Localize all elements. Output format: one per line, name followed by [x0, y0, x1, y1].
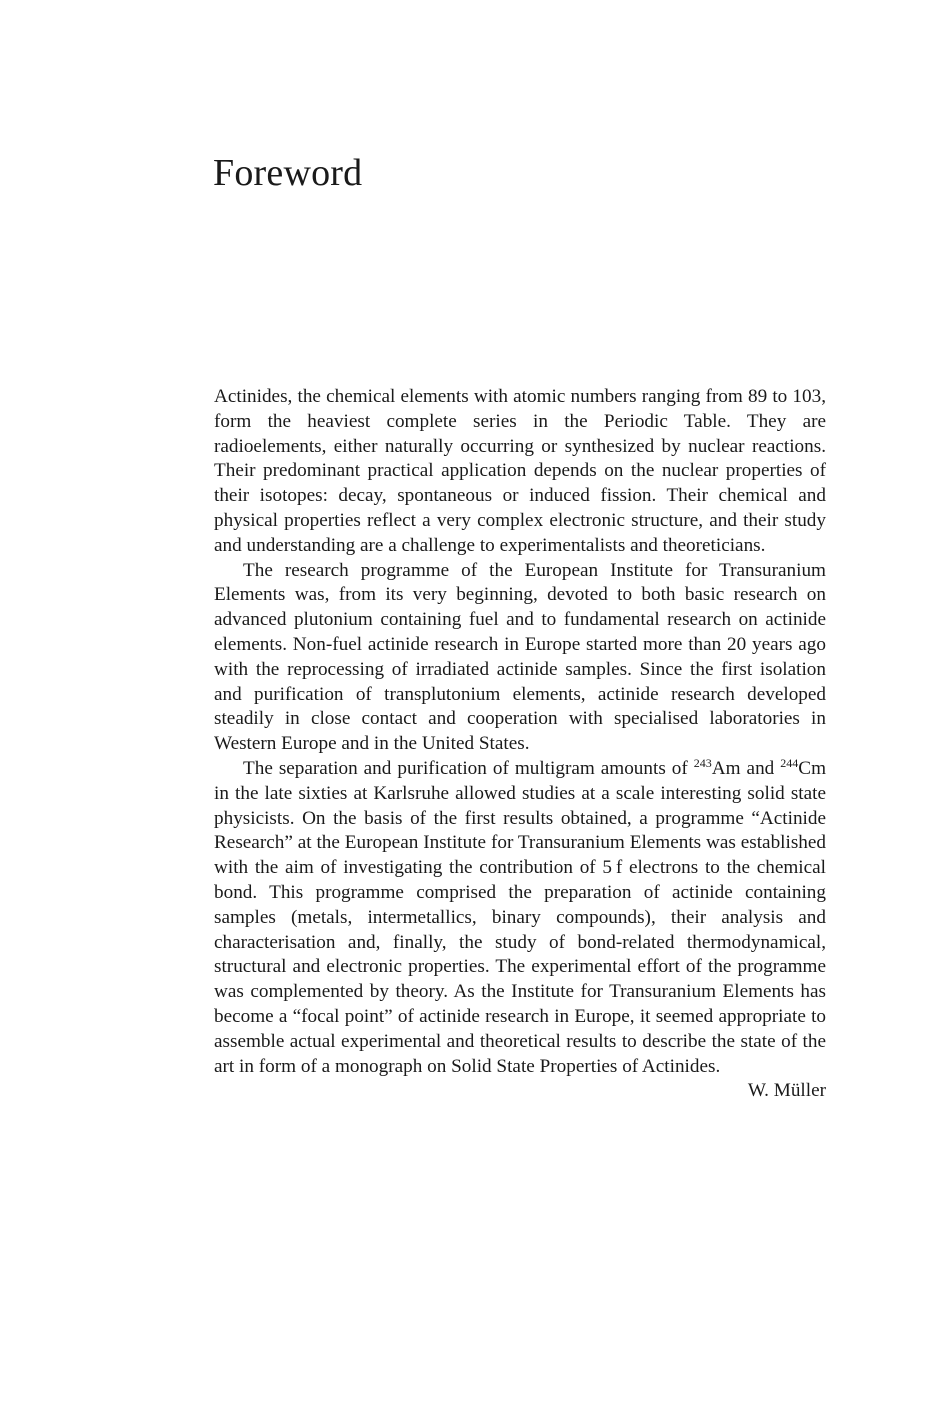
paragraph-3-part-2: Am and — [711, 757, 781, 779]
paragraph-2: The research programme of the European Institute for Transuranium Elements was, from its very beginning, devoted to both basic research on advanced plutonium containing fuel and to fundamental research on actinide elements. Non-fuel actinide research in Europe started more than 20 years ago with the reprocessing of irradiated actinide samples. Since the first isolation and purification of transplutonium elements, actinide research developed steadily in close contact and cooperation with specialised laboratories in Western Europe and in the United States. — [214, 559, 826, 755]
signature: W. Müller — [747, 1080, 826, 1102]
paragraph-3-part-1: The separation and purification of multigram amounts of — [243, 757, 694, 779]
foreword-body — [214, 385, 826, 1104]
page-title: Foreword — [213, 152, 363, 194]
isotope-mass-am: 243 — [693, 755, 712, 770]
isotope-mass-cm: 244 — [780, 755, 799, 770]
paragraph-1: Actinides, the chemical elements with atomic numbers ranging from 89 to 103, form the heaviest complete series in the Periodic Table. They are radioelements, either naturally occurring or synthesized by nuclear reactions. Their predominant practical application depends on the nuclear properties of their isotopes: decay, spontaneous or induced fission. Their chemical and physical properties reflect a very complex electronic structure, and their study and understanding are a challenge to experimentalists and theoreticians. — [214, 386, 826, 556]
paragraph-3 — [214, 757, 826, 1079]
paragraph-3-part-3: Cm in the late sixties at Karlsruhe allowed studies at a scale interesting solid state physicists. On the basis of the first results obtained, a programme “Actinide Research” at the European Institute for Transuranium Elements was established with the aim of investigating the contribution of 5 f electrons to the chemical bond. This programme comprised the preparation of actinide containing samples (metals, intermetallics, binary compounds), their analysis and characterisation and, finally, the study of bond-related thermodynamical, structural and electronic properties. The experimental effort of the programme was complemented by theory. As the Institute for Transuranium Elements has become a “focal point” of actinide research in Europe, it seemed appropriate to assemble actual experimental and theoretical results to describe the state of the art in form of a monograph on Solid State Properties of Actinides. — [214, 757, 826, 1077]
